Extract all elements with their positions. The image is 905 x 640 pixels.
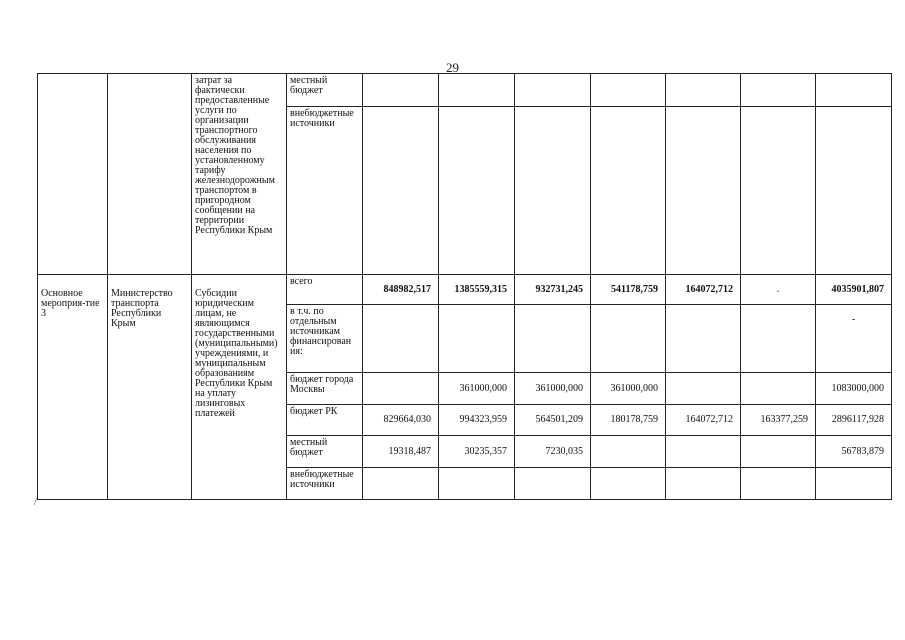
- value-cell: 564501,209: [515, 405, 591, 436]
- value-cell: [363, 305, 439, 373]
- value-cell: 361000,000: [439, 373, 515, 405]
- value-cell: [363, 74, 439, 107]
- source-label: местный бюджет: [287, 436, 363, 468]
- value-cell: [363, 373, 439, 405]
- value-cell: [515, 74, 591, 107]
- value-cell: 932731,245: [515, 275, 591, 305]
- value-cell: [439, 107, 515, 275]
- value-cell: [439, 468, 515, 500]
- value-cell: 994323,959: [439, 405, 515, 436]
- event-cell: Основное мероприя-тие 3: [38, 275, 108, 500]
- value-cell: 1083000,000: [816, 373, 892, 405]
- value-cell: [741, 305, 816, 373]
- value-cell: [591, 436, 666, 468]
- value-cell: [515, 305, 591, 373]
- value-cell: 1385559,315: [439, 275, 515, 305]
- value-cell: 361000,000: [515, 373, 591, 405]
- value-cell: 163377,259: [741, 405, 816, 436]
- value-cell: 164072,712: [666, 405, 741, 436]
- table-row: [38, 275, 892, 305]
- value-cell: [363, 468, 439, 500]
- source-label: внебюджетные источники: [287, 468, 363, 500]
- value-cell: [816, 74, 892, 107]
- value-cell: [439, 305, 515, 373]
- value-cell: 164072,712: [666, 275, 741, 305]
- source-label: бюджет города Москвы: [287, 373, 363, 405]
- value-cell: 2896117,928: [816, 405, 892, 436]
- value-cell: 30235,357: [439, 436, 515, 468]
- value-cell: [741, 107, 816, 275]
- value-cell: [591, 468, 666, 500]
- value-cell: [666, 107, 741, 275]
- value-cell: [666, 436, 741, 468]
- value-cell: [591, 305, 666, 373]
- value-cell: [515, 468, 591, 500]
- value-cell: [741, 74, 816, 107]
- value-cell: 4035901,807: [816, 275, 892, 305]
- value-cell: [741, 373, 816, 405]
- value-cell: 180178,759: [591, 405, 666, 436]
- table-row: [38, 74, 892, 107]
- value-cell: 848982,517: [363, 275, 439, 305]
- value-cell: [741, 436, 816, 468]
- value-cell: [439, 74, 515, 107]
- value-cell: [666, 373, 741, 405]
- value-cell: [515, 107, 591, 275]
- description-cell: Субсидии юридическим лицам, не являющимся государственными (муниципальными) учреждениями, и муниципальным образованиям Республики Крым на уплату лизинговых платежей: [192, 275, 287, 500]
- source-label: внебюджетные источники: [287, 107, 363, 275]
- value-cell: [741, 468, 816, 500]
- value-cell: 829664,030: [363, 405, 439, 436]
- value-cell: [591, 107, 666, 275]
- budget-table: [37, 73, 892, 500]
- value-cell: [363, 107, 439, 275]
- event-cell-empty: [38, 74, 108, 275]
- value-cell: -: [816, 305, 892, 373]
- value-cell: .: [741, 275, 816, 305]
- executor-cell-empty: [108, 74, 192, 275]
- value-cell: [816, 468, 892, 500]
- value-cell: 56783,879: [816, 436, 892, 468]
- source-label: в т.ч. по отдельным источникам финансирован ия:: [287, 305, 363, 373]
- value-cell: [666, 305, 741, 373]
- value-cell: [666, 74, 741, 107]
- value-cell: [591, 74, 666, 107]
- page-number: 29: [446, 60, 459, 75]
- source-label: местный бюджет: [287, 74, 363, 107]
- value-cell: 19318,487: [363, 436, 439, 468]
- value-cell: [816, 107, 892, 275]
- source-label: всего: [287, 275, 363, 305]
- description-cell: затрат за фактически предоставленные услуги по организации транспортного обслуживания населения по установленному тарифу железнодорожным транспортом в пригородном сообщении на территории Республики Крым: [192, 74, 287, 275]
- value-cell: [666, 468, 741, 500]
- value-cell: 361000,000: [591, 373, 666, 405]
- source-label: бюджет РК: [287, 405, 363, 436]
- value-cell: 7230,035: [515, 436, 591, 468]
- value-cell: 541178,759: [591, 275, 666, 305]
- executor-cell: Министерство транспорта Республики Крым: [108, 275, 192, 500]
- scan-mark: /: [34, 497, 37, 508]
